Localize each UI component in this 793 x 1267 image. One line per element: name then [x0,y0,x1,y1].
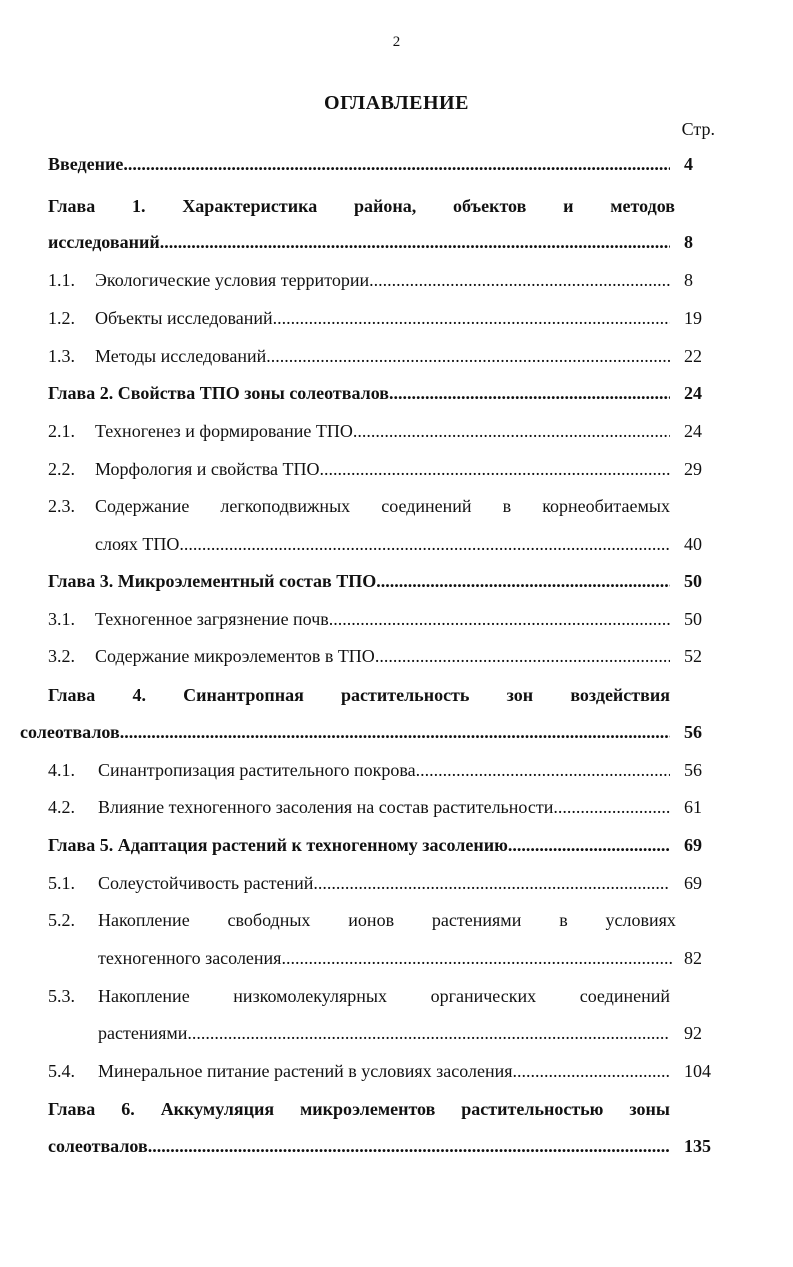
toc-word: корнеобитаемых [542,496,670,516]
toc-page-number: 69 [684,873,702,893]
toc-section-number: 5.3. [48,986,75,1006]
toc-entry-1-3[interactable] [48,344,718,368]
toc-section-number: 1.2. [48,308,75,328]
toc-page-number: 29 [684,459,702,479]
toc-word: 6. [121,1099,135,1119]
toc-entry-text: Техногенез и формирование ТПО [95,421,353,441]
toc-entry-5-1[interactable] [48,871,718,895]
toc-entry-text: Глава 5. Адаптация растений к техногенному засолению [48,835,508,855]
toc-entry-text: Синантропизация растительного покрова [98,760,416,780]
toc-page-number: 24 [684,383,702,403]
toc-word: района, [354,196,417,216]
toc-word: Накопление [98,910,190,930]
toc-page-number: 69 [684,835,702,855]
toc-word: в [559,910,568,930]
toc-entry-text: Морфология и свойства ТПО [95,459,320,479]
toc-entry-chapter-1[interactable] [48,194,678,218]
toc-entry-5-3-cont[interactable] [48,1021,718,1045]
toc-word: Накопление [98,986,190,1006]
toc-entry-text: Содержание микроэлементов в ТПО [95,646,375,666]
toc-entry-text: техногенного засоления [98,948,282,968]
toc-entry-2-2[interactable] [48,457,718,481]
toc-entry-2-3-cont[interactable] [48,532,718,556]
toc-page-number: 52 [684,646,702,666]
toc-word: объектов [453,196,527,216]
toc-word: растительностью [461,1099,604,1119]
toc-section-number: 2.1. [48,421,75,441]
toc-page-number: 24 [684,421,702,441]
toc-entry-text: Глава 3. Микроэлементный состав ТПО [48,571,377,591]
toc-entry-text: исследований [48,232,160,252]
toc-word: воздействия [570,685,670,705]
toc-entry-1-2[interactable] [48,306,718,330]
toc-entry-chapter-2[interactable] [48,381,718,405]
toc-word: органических [430,986,537,1006]
page-number: 2 [392,34,401,50]
toc-section-number: 2.2. [48,459,75,479]
toc-page-number: 50 [684,571,702,591]
toc-word: Глава [48,685,96,705]
toc-entry-chapter-1-cont[interactable] [48,230,718,254]
toc-entry-chapter-4[interactable] [48,683,718,707]
page-column-label: Стр. [681,119,715,139]
toc-entry-text: Глава 2. Свойства ТПО зоны солеотвалов [48,383,390,403]
toc-entry-chapter-6-cont[interactable] [48,1134,718,1158]
toc-page-number: 50 [684,609,702,629]
toc-word: зон [506,685,534,705]
toc-entry-5-2-cont[interactable] [48,946,718,970]
toc-entry-5-3[interactable] [48,984,718,1008]
toc-page-number: 135 [684,1136,711,1156]
toc-entry-text: солеотвалов [20,722,120,742]
toc-word: Глава [48,1099,96,1119]
toc-entry-4-2[interactable] [48,795,718,819]
toc-entry-text: Объекты исследований [95,308,273,328]
toc-section-number: 3.1. [48,609,75,629]
toc-entry-text: Введение [48,154,124,174]
toc-word: свободных [227,910,311,930]
toc-word: легкоподвижных [220,496,351,516]
toc-word: и [563,196,574,216]
toc-word: ионов [348,910,395,930]
toc-entry-5-4[interactable] [48,1059,718,1083]
toc-word: 4. [132,685,146,705]
toc-word: Синантропная [183,685,304,705]
toc-page-number: 104 [684,1061,711,1081]
toc-entry-intro[interactable] [48,152,718,176]
toc-word: Содержание [95,496,190,516]
toc-entry-chapter-4-cont[interactable] [20,720,702,744]
toc-word: соединений [381,496,472,516]
toc-entry-3-2[interactable] [48,644,718,668]
toc-entry-2-1[interactable] [48,419,718,443]
toc-page-number: 56 [684,722,702,742]
toc-entry-text: Минеральное питание растений в условиях засоления [98,1061,513,1081]
toc-word: Глава [48,196,96,216]
toc-section-number: 5.2. [48,910,75,930]
toc-entry-2-3[interactable] [48,494,718,518]
toc-page-number: 8 [684,232,693,252]
toc-entry-1-1[interactable] [48,268,718,292]
toc-word: условиях [605,910,676,930]
toc-section-number: 3.2. [48,646,75,666]
toc-section-number: 4.1. [48,760,75,780]
toc-word: в [502,496,512,516]
toc-section-number: 4.2. [48,797,75,817]
toc-word: Характеристика [182,196,318,216]
toc-entry-chapter-3[interactable] [48,569,718,593]
toc-word: Аккумуляция [160,1099,275,1119]
page-title: ОГЛАВЛЕНИЕ [324,92,469,114]
toc-page-number: 56 [684,760,702,780]
toc-word: 1. [132,196,146,216]
toc-entry-text: Техногенное загрязнение почв [95,609,329,629]
toc-page-number: 61 [684,797,702,817]
toc-entry-text: слоях ТПО [95,534,180,554]
toc-entry-text: Влияние техногенного засоления на состав растительности [98,797,554,817]
toc-entry-text: солеотвалов [48,1136,148,1156]
toc-word: методов [610,196,675,216]
toc-page-number: 19 [684,308,702,328]
toc-word: соединений [579,986,670,1006]
toc-entry-4-1[interactable] [48,758,718,782]
toc-section-number: 1.1. [48,270,75,290]
toc-word: низкомолекулярных [233,986,387,1006]
toc-word: зоны [629,1099,670,1119]
toc-word: микроэлементов [300,1099,436,1119]
toc-page-number: 4 [684,154,693,174]
toc-page-number: 8 [684,270,693,290]
toc-section-number: 5.1. [48,873,75,893]
toc-section-number: 5.4. [48,1061,75,1081]
toc-word: растениями [431,910,522,930]
toc-page-number: 22 [684,346,702,366]
toc-page-number: 40 [684,534,702,554]
toc-section-number: 1.3. [48,346,75,366]
toc-entry-chapter-6[interactable] [48,1097,718,1121]
toc-entry-text: Экологические условия территории [95,270,370,290]
toc-word: растительность [341,685,470,705]
toc-section-number: 2.3. [48,496,75,516]
toc-page-number: 92 [684,1023,702,1043]
toc-entry-text: Методы исследований [95,346,267,366]
toc-entry-chapter-5[interactable] [48,833,718,857]
toc-entry-5-2[interactable] [48,908,718,932]
toc-page-number: 82 [684,948,702,968]
toc-entry-text: растениями [98,1023,188,1043]
toc-entry-3-1[interactable] [48,607,718,631]
toc-entry-text: Солеустойчивость растений [98,873,314,893]
